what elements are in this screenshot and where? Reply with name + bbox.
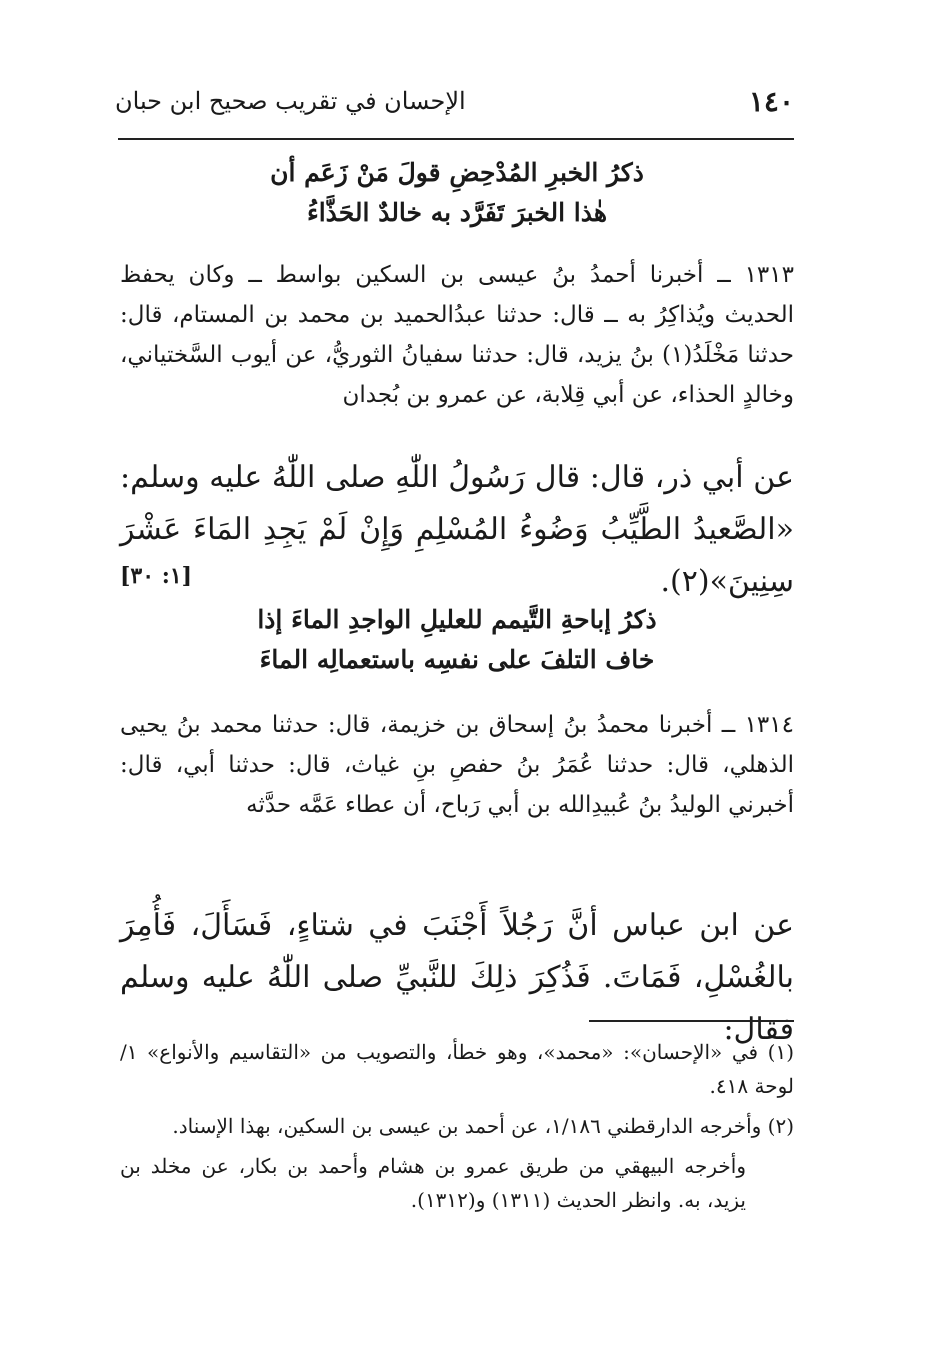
hadith-1313-matn: عن أبي ذر، قال: قال رَسُولُ اللّٰهِ صلى اللّٰهُ عليه وسلم: «الصَّعيدُ الطَّيِّبُ وَضُوءُ المُسْلِمِ وَإِنْ لَمْ يَجِدِ المَاءَ عَشْرَ سِنِينَ»(٢). <box>120 460 794 599</box>
section-heading-2 <box>120 600 794 680</box>
hadith-1314-matn: عن ابن عباس أنَّ رَجُلاً أَجْنَبَ في شتاءٍ، فَسَأَلَ، فَأُمِرَ بالغُسْلِ، فَمَاتَ. فَذُكِرَ ذلِكَ للنَّبيِّ صلى اللّٰهُ عليه وسلم فقال: <box>120 908 794 1047</box>
footnotes <box>120 1035 794 1223</box>
section-heading-2-line-2: خاف التلفَ على نفسِه باستعمالِه الماءَ <box>259 645 655 674</box>
footnote-divider <box>589 1020 794 1022</box>
footnote-2-continuation: وأخرجه البيهقي من طريق عمرو بن هشام وأحمد بن بكار، عن مخلد بن يزيد، به. وانظر الحديث (١٣١١) و(١٣١٢). <box>120 1154 746 1212</box>
hadith-1313-isnad: ١٣١٣ ــ أخبرنا أحمدُ بنُ عيسى بن السكين بواسط ــ وكان يحفظ الحديث ويُذاكِرُ به ــ قال: حدثنا عبدُالحميد بن محمد بن المستام، قال: حدثنا مَخْلَدُ(١) بنُ يزيد، قال: حدثنا سفيانُ الثوريُّ، عن أيوب السَّختياني، وخالدٍ الحذاء، عن أبي قِلابة، عن عمرو بن بُجدان <box>120 262 794 408</box>
footnote-2: (٢) وأخرجه الدارقطني ١/١٨٦، عن أحمد بن عيسى بن السكين، بهذا الإسناد. <box>172 1114 794 1138</box>
running-header-title: الإحسان في تقريب صحيح ابن حبان <box>115 87 466 115</box>
section-heading-1 <box>120 153 794 233</box>
hadith-1313-reference: [١: ٣٠] <box>120 563 193 589</box>
page-number: ١٤٠ <box>748 85 794 118</box>
hadith-1314-isnad: ١٣١٤ ــ أخبرنا محمدُ بنُ إسحاق بن خزيمة، قال: حدثنا محمد بنُ يحيى الذهلي، قال: حدثنا عُمَرُ بنُ حفصِ بنِ غياث، قال: حدثنا أبي، قال: أخبرني الوليدُ بنُ عُبيدِالله بن أبي رَباح، أن عطاء عَمَّه حدَّثه <box>120 712 794 818</box>
footnote-1: (١) في «الإحسان»: «محمد»، وهو خطأ، والتصويب من «التقاسيم والأنواع» ١/ لوحة ٤١٨. <box>120 1040 794 1098</box>
section-heading-1-line-2: هٰذا الخبرَ تَفَرَّد به خالدٌ الحَذَّاءُ <box>306 198 608 227</box>
section-heading-1-line-1: ذكرُ الخبرِ المُدْحِضِ قولَ مَنْ زَعَم أن <box>270 158 644 187</box>
header-divider <box>118 138 794 140</box>
section-heading-2-line-1: ذكرُ إباحةِ التَّيمم للعليلِ الواجدِ الماءَ إذا <box>257 605 657 634</box>
